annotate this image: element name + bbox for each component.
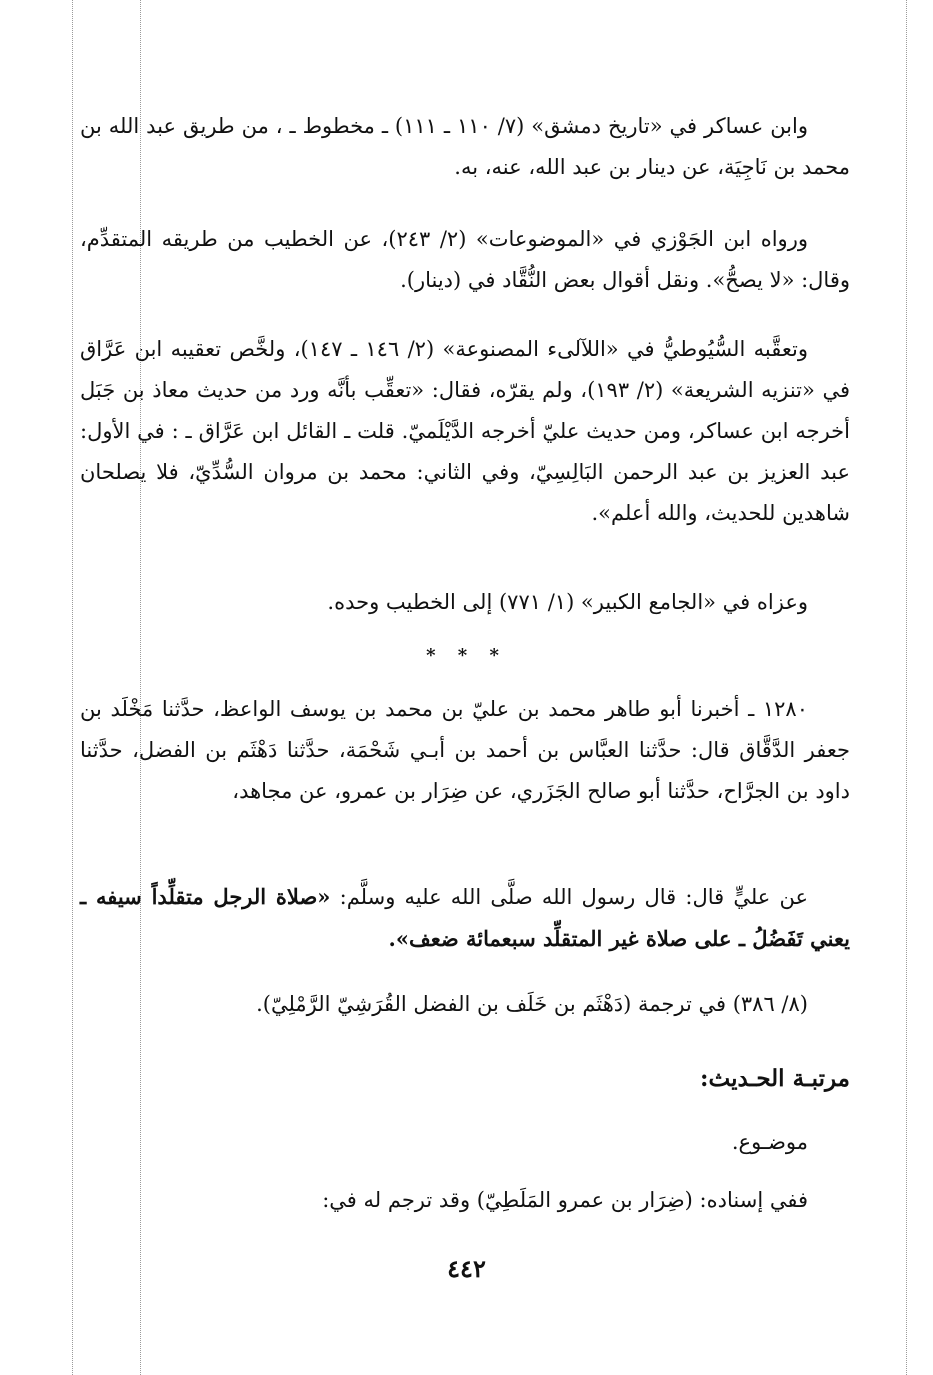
paragraph-hadith-matn (80, 876, 850, 960)
page-number: ٤٤٢ (447, 1254, 486, 1283)
margin-guide-line (140, 0, 141, 1375)
paragraph-suyuti-critique: وتعقَّبه السُّيُوطيُّ في «اللآلىء المصنوعة» (٢/ ١٤٦ ـ ١٤٧)، ولخَّص تعقيبه ابن عَرَّاق في «تنزيه الشريعة» (٢/ ١٩٣)، ولم يقرّه، فقال: «تعقِّب بأنَّه ورد من حديث معاذ بن جَبَل أخرجه ابن عساكر، ومن حديث عليّ أخرجه الدَّيْلَميّ. قلت ـ القائل ابن عَرَّاق ـ : في الأول: عبد العزيز بن عبد الرحمن البَالِسِيّ، وفي الثاني: محمد بن مروان السُّدِّيّ، فلا يصلحان شاهدين للحديث، والله أعلم». (80, 337, 850, 525)
paragraph-isnad-note: ففي إسناده: (ضِرَار بن عمرو المَلَطِيّ) وقد ترجم له في: (322, 1188, 808, 1212)
matn-quote: «صلاة الرجل متقلِّداً سيفه ـ يعني تَفَضُلُ ـ على صلاة غير المتقلِّد سبعمائة ضعف». (80, 884, 850, 951)
paragraph-jami-kabir: وعزاه في «الجامع الكبير» (١/ ٧٧١) إلى الخطيب وحده. (327, 590, 808, 614)
margin-guide-line (906, 0, 907, 1375)
paragraph-ibn-aljawzi: ورواه ابن الجَوْزي في «الموضوعات» (٢/ ٢٤٣)، عن الخطيب من طريقه المتقدِّم، وقال: «لا يصحُّ». ونقل أقوال بعض النُّقَّاد في (دينار). (80, 227, 850, 292)
section-heading-hadith-grade: مرتبـة الحـديث: (700, 1065, 850, 1092)
paragraph-translation-ref: (٨/ ٣٨٦) في ترجمة (دَهْثَم بن خَلَف بن الفضل القُرَشِيّ الرَّمْلِيّ). (256, 992, 808, 1016)
paragraph-grade: موضـوع. (731, 1130, 808, 1154)
section-separator: * * * (426, 645, 507, 666)
paragraph-ibn-asakir: وابن عساكر في «تاريخ دمشق» (٧/ ١١٠ ـ ١١١) ـ مخطوط ـ ، من طريق عبد الله بن محمد بن نَاجِيَة، عن دينار بن عبد الله، عنه، به. (80, 114, 850, 179)
paragraph-hadith-isnad: ١٢٨٠ ـ أخبرنا أبو طاهر محمد بن عليّ بن محمد بن يوسف الواعظ، حدَّثنا مَخْلَد بن جعفر الدَّقَّاق قال: حدَّثنا العبَّاس بن أحمد بن أبـي شَحْمَة، حدَّثنا دَهْثَم بن الفضل، حدَّثنا داود بن الجرَّاح، حدَّثنا أبو صالح الجَزَري، عن ضِرَار بن عمرو، عن مجاهد، (80, 697, 850, 803)
matn-lead: عن عليٍّ قال: قال رسول الله صلَّى الله عليه وسلَّم: (330, 885, 808, 909)
margin-guide-line (72, 0, 73, 1375)
